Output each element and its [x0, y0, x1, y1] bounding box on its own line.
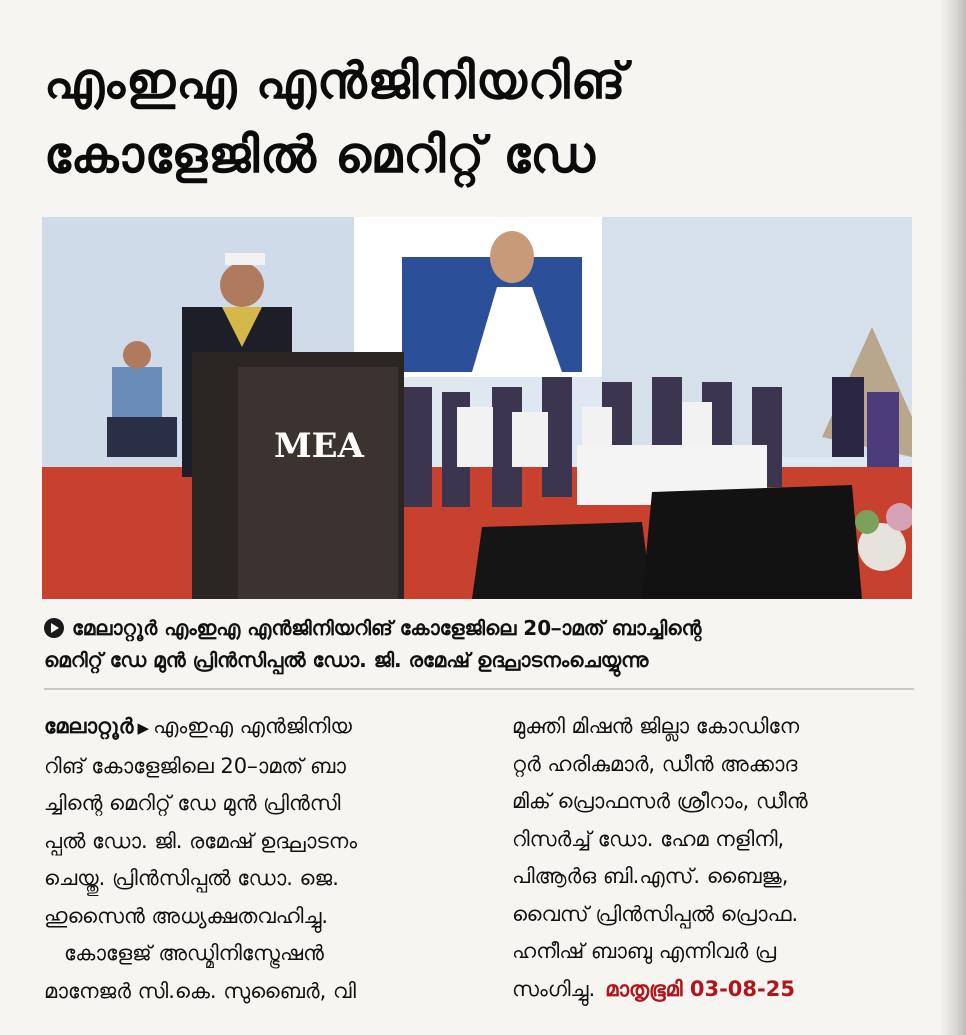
article-line: ഹുസൈൻ അധ്യക്ഷതവഹിച്ചു. [44, 903, 329, 928]
play-icon [44, 618, 64, 638]
photo-caption [44, 612, 924, 676]
article-line: മിക് പ്രൊഫസർ ശ്രീറാം, ഡീൻ [512, 789, 808, 813]
article-line: കോളേജ് അഡ്മിനിസ്ട്രേഷൻ [44, 941, 324, 965]
headline-line-2: കോളേജിൽ മെറിറ്റ് ഡേ [44, 126, 596, 184]
article-line: റിങ് കോളേജിലെ 20–ാമത് ബാ [44, 753, 346, 778]
article-line: മാനേജർ സി.കെ. സുബൈർ, വി [44, 978, 356, 1003]
dateline: മേലാറ്റൂർ [44, 714, 134, 738]
article-column-right [512, 708, 922, 1008]
article-line: വൈസ് പ്രിൻസിപ്പൽ പ്രൊഫ. [512, 901, 799, 926]
caption-text-1: മേലാറ്റൂർ എംഇഎ എൻജിനിയറിങ് കോളേജിലെ 20–ാമത് ബാച്ചിന്റെ [72, 616, 702, 640]
article-line: റിസർച്ച് ഡോ. ഹേമ നളിനി, [512, 826, 785, 851]
page-edge-shadow [940, 0, 966, 1035]
triangle-right-icon: ▶ [137, 719, 150, 737]
article-line: ച്ചിന്റെ മെറിറ്റ് ഡേ മുൻ പ്രിൻസി [44, 791, 341, 815]
article-line: മുക്തി മിഷൻ ജില്ലാ കോഡിനേ [512, 714, 800, 738]
article-last-line: സംഗിച്ചു. [512, 976, 596, 1001]
article-first-line: എംഇഎ എൻജിനിയ [153, 714, 352, 738]
article-line: റ്റർ ഹരികുമാർ, ഡീൻ അക്കാദ [512, 751, 798, 776]
article-line: പിആർഒ ബി.എസ്. ബൈജു, [512, 864, 789, 888]
article-line [44, 708, 464, 748]
caption-line-1 [44, 612, 924, 644]
article-line: പ്പൽ ഡോ. ജി. രമേഷ് ഉദ്ഘാടനം [44, 828, 357, 853]
article-line [512, 971, 922, 1009]
news-photo [42, 217, 912, 599]
podium-logo-text: MEA [274, 426, 364, 466]
article-line: ചെയ്തു. പ്രിൻസിപ്പൽ ഡോ. ജെ. [44, 866, 339, 890]
caption-line-2: മെറിറ്റ് ഡേ മുൻ പ്രിൻസിപ്പൽ ഡോ. ജി. രമേഷ് ഉദ്ഘാടനംചെയ്യുന്നു [44, 648, 649, 672]
headline [44, 44, 924, 192]
divider [44, 688, 914, 690]
article-column-left [44, 708, 464, 1010]
headline-line-1: എംഇഎ എൻജിനിയറിങ് [44, 52, 627, 110]
source-credit: മാതൃഭൂമി 03-08-25 [605, 976, 795, 1001]
article-line: ഹനീഷ് ബാബു എന്നിവർ പ്ര [512, 939, 777, 963]
